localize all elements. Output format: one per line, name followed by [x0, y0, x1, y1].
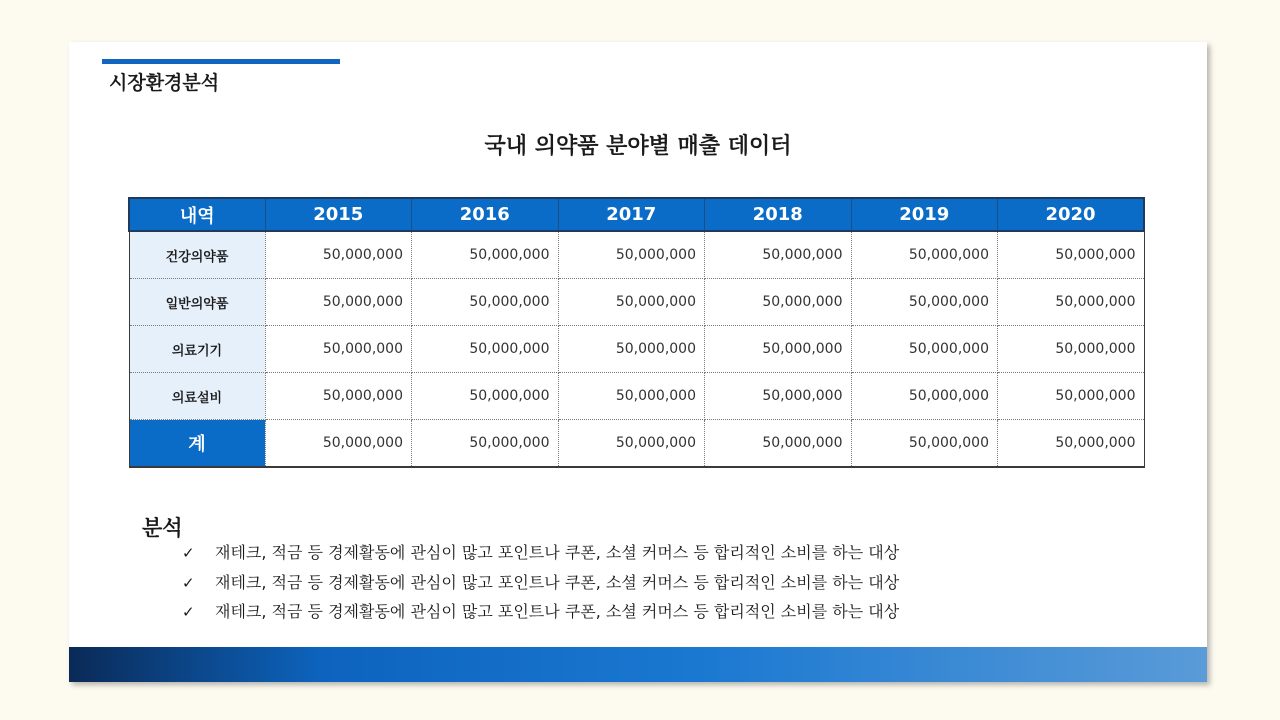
title-accent-bar	[102, 59, 340, 64]
list-item	[182, 538, 899, 568]
check-icon: ✓	[182, 603, 195, 621]
footer-gradient-band	[69, 647, 1207, 682]
cell-value: 50,000,000	[412, 231, 559, 279]
table-header-row	[129, 198, 1144, 231]
cell-value: 50,000,000	[265, 231, 412, 279]
total-value: 50,000,000	[705, 420, 852, 468]
total-value: 50,000,000	[851, 420, 998, 468]
cell-value: 50,000,000	[998, 326, 1145, 373]
cell-value: 50,000,000	[412, 373, 559, 420]
cell-value: 50,000,000	[412, 326, 559, 373]
row-label: 건강의약품	[129, 231, 265, 279]
list-item-text: 재테크, 적금 등 경제활동에 관심이 많고 포인트나 쿠폰, 소셜 커머스 등 합리적인 소비를 하는 대상	[215, 572, 900, 592]
table-row	[129, 373, 1144, 420]
table-total-row	[129, 420, 1144, 468]
cell-value: 50,000,000	[705, 279, 852, 326]
row-label: 의료설비	[129, 373, 265, 420]
cell-value: 50,000,000	[998, 373, 1145, 420]
row-label: 의료기기	[129, 326, 265, 373]
cell-value: 50,000,000	[851, 231, 998, 279]
year-header: 2020	[998, 198, 1145, 231]
cell-value: 50,000,000	[998, 231, 1145, 279]
header-label: 내역	[129, 198, 265, 231]
row-label: 일반의약품	[129, 279, 265, 326]
list-item-text: 재테크, 적금 등 경제활동에 관심이 많고 포인트나 쿠폰, 소셜 커머스 등 합리적인 소비를 하는 대상	[215, 543, 900, 562]
table-row	[129, 279, 1144, 326]
cell-value: 50,000,000	[558, 279, 705, 326]
list-item	[182, 597, 899, 627]
cell-value: 50,000,000	[998, 279, 1145, 326]
cell-value: 50,000,000	[851, 279, 998, 326]
total-value: 50,000,000	[265, 420, 412, 468]
analysis-list	[182, 538, 899, 627]
total-value: 50,000,000	[558, 420, 705, 468]
year-header: 2017	[558, 198, 705, 231]
sales-table	[128, 197, 1145, 468]
cell-value: 50,000,000	[558, 326, 705, 373]
check-icon: ✓	[182, 573, 195, 592]
cell-value: 50,000,000	[705, 373, 852, 420]
total-value: 50,000,000	[412, 420, 559, 468]
cell-value: 50,000,000	[705, 326, 852, 373]
section-title: 시장환경분석	[109, 72, 220, 94]
cell-value: 50,000,000	[412, 279, 559, 326]
list-item	[182, 568, 899, 598]
table-row	[129, 231, 1144, 279]
cell-value: 50,000,000	[705, 231, 852, 279]
cell-value: 50,000,000	[265, 373, 412, 420]
year-header: 2019	[851, 198, 998, 231]
cell-value: 50,000,000	[558, 231, 705, 279]
table-title: 국내 의약품 분야별 매출 데이터	[484, 134, 792, 159]
total-value: 50,000,000	[998, 420, 1145, 468]
slide	[69, 42, 1207, 682]
list-item-text: 재테크, 적금 등 경제활동에 관심이 많고 포인트나 쿠폰, 소셜 커머스 등 합리적인 소비를 하는 대상	[215, 602, 900, 621]
analysis-title: 분석	[142, 516, 183, 540]
year-header: 2016	[412, 198, 559, 231]
cell-value: 50,000,000	[851, 326, 998, 373]
year-header: 2015	[265, 198, 412, 231]
table-row	[129, 326, 1144, 373]
cell-value: 50,000,000	[558, 373, 705, 420]
cell-value: 50,000,000	[265, 326, 412, 373]
total-label: 계	[129, 420, 265, 468]
year-header: 2018	[705, 198, 852, 231]
cell-value: 50,000,000	[265, 279, 412, 326]
check-icon: ✓	[182, 544, 195, 562]
cell-value: 50,000,000	[851, 373, 998, 420]
